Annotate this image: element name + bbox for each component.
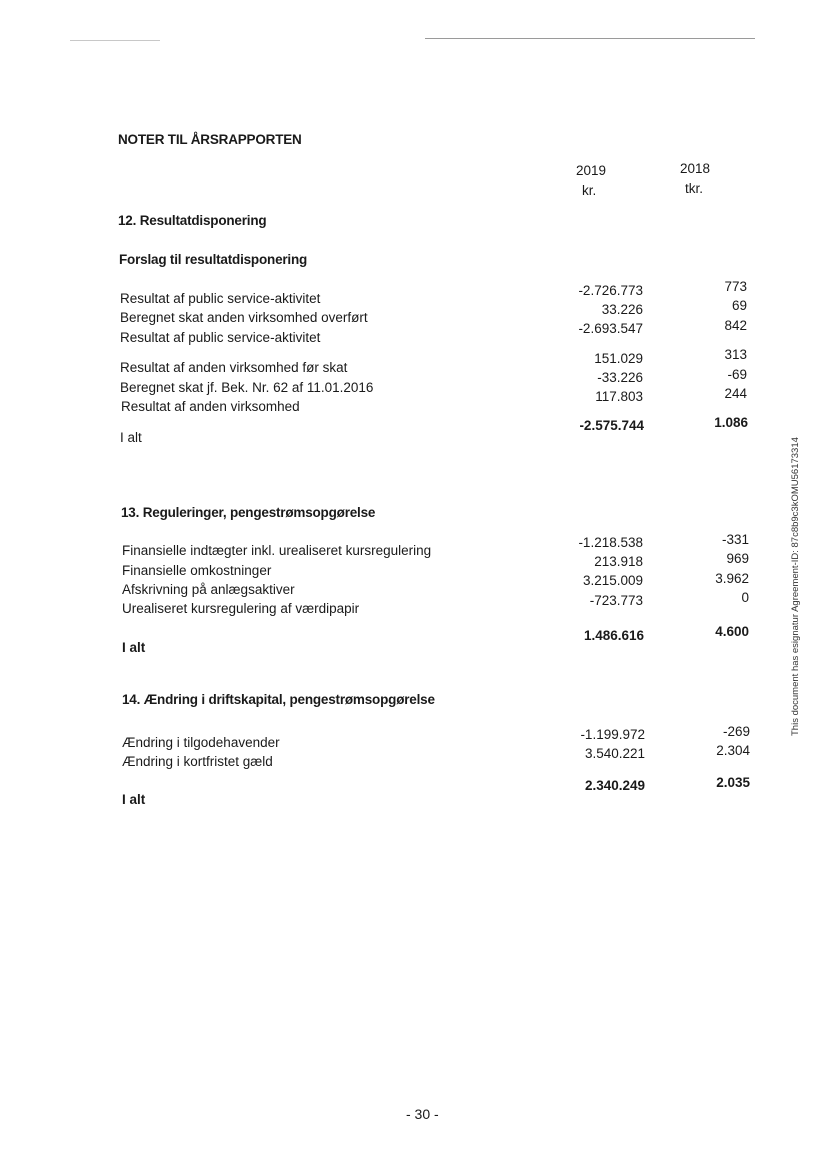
note12-row-label: Beregnet skat anden virksomhed overført (120, 310, 368, 325)
note12-value-2019: -2.726.773 (578, 283, 643, 298)
note13-total-2018: 4.600 (715, 624, 749, 639)
note14-total-2018: 2.035 (716, 775, 750, 790)
note12-value-2018: 773 (724, 279, 747, 294)
note12-row-label: Resultat af public service-aktivitet (120, 330, 321, 345)
note14-value-2018: 2.304 (716, 743, 750, 758)
note12-row-label: Resultat af public service-aktivitet (120, 291, 321, 306)
col-2018-unit: tkr. (685, 181, 704, 196)
note14-row-label: Ændring i kortfristet gæld (122, 754, 273, 769)
note13-value-2018: 3.962 (715, 571, 749, 586)
note13-row-label: Afskrivning på anlægsaktiver (122, 582, 295, 597)
note14-value-2019: 3.540.221 (584, 746, 645, 761)
note14-total-label: I alt (122, 792, 146, 807)
note12-value-2019: 117.803 (595, 389, 643, 404)
note12-value-2018: -69 (727, 367, 747, 382)
note12-value-2018: 842 (724, 318, 747, 333)
page-title: NOTER TIL ÅRSRAPPORTEN (118, 132, 302, 147)
col-2019-unit: kr. (582, 183, 597, 198)
note14-heading: 14. Ændring i driftskapital, pengestrømsopgørelse (122, 692, 435, 707)
note14-total-2019: 2.340.249 (584, 778, 645, 793)
note13-value-2019: -1.218.538 (578, 535, 643, 550)
note12-total-label: I alt (120, 430, 142, 445)
note12-value-2018: 313 (724, 347, 747, 362)
note12-value-2018: 69 (731, 298, 747, 313)
note12-value-2019: -2.693.547 (578, 321, 643, 336)
note13-value-2018: 969 (726, 551, 749, 566)
note12-row-label: Beregnet skat jf. Bek. Nr. 62 af 11.01.2016 (120, 380, 374, 395)
col-2019-year: 2019 (576, 163, 607, 178)
note12-value-2019: 151.029 (594, 351, 643, 366)
note13-value-2019: 213.918 (594, 554, 643, 569)
note12-value-2019: 33.226 (601, 302, 643, 317)
note12-value-2019: -33.226 (597, 370, 643, 385)
note13-total-label: I alt (122, 640, 146, 655)
top-scan-line-left (70, 40, 160, 41)
note12-total-2019: -2.575.744 (579, 418, 644, 433)
note13-value-2019: -723.773 (589, 593, 643, 608)
note13-row-label: Finansielle omkostninger (122, 563, 272, 578)
note12-subheading: Forslag til resultatdisponering (119, 252, 308, 267)
note14-row-label: Ændring i tilgodehavender (122, 735, 280, 750)
note12-row-label: Resultat af anden virksomhed før skat (120, 360, 348, 375)
note13-row-label: Urealiseret kursregulering af værdipapir (122, 601, 360, 616)
note14-value-2018: -269 (722, 724, 750, 739)
note13-total-2019: 1.486.616 (583, 628, 644, 643)
top-scan-line (425, 38, 755, 39)
note13-value-2018: -331 (721, 532, 749, 547)
note12-value-2018: 244 (724, 386, 747, 401)
note12-row-label: Resultat af anden virksomhed (121, 399, 300, 414)
note13-row-label: Finansielle indtægter inkl. urealiseret kursregulering (122, 543, 432, 558)
note13-value-2019: 3.215.009 (582, 573, 643, 588)
page-number: - 30 - (406, 1106, 439, 1122)
note13-value-2018: 0 (741, 590, 749, 605)
col-2018-year: 2018 (680, 161, 711, 176)
note13-heading: 13. Reguleringer, pengestrømsopgørelse (121, 505, 376, 520)
note12-total-2018: 1.086 (714, 415, 748, 430)
note12-heading: 12. Resultatdisponering (118, 213, 267, 228)
note14-value-2019: -1.199.972 (580, 727, 645, 742)
esignature-note: This document has esignatur Agreement-ID: 87c8b9c3kOMU56173314 (790, 437, 801, 736)
